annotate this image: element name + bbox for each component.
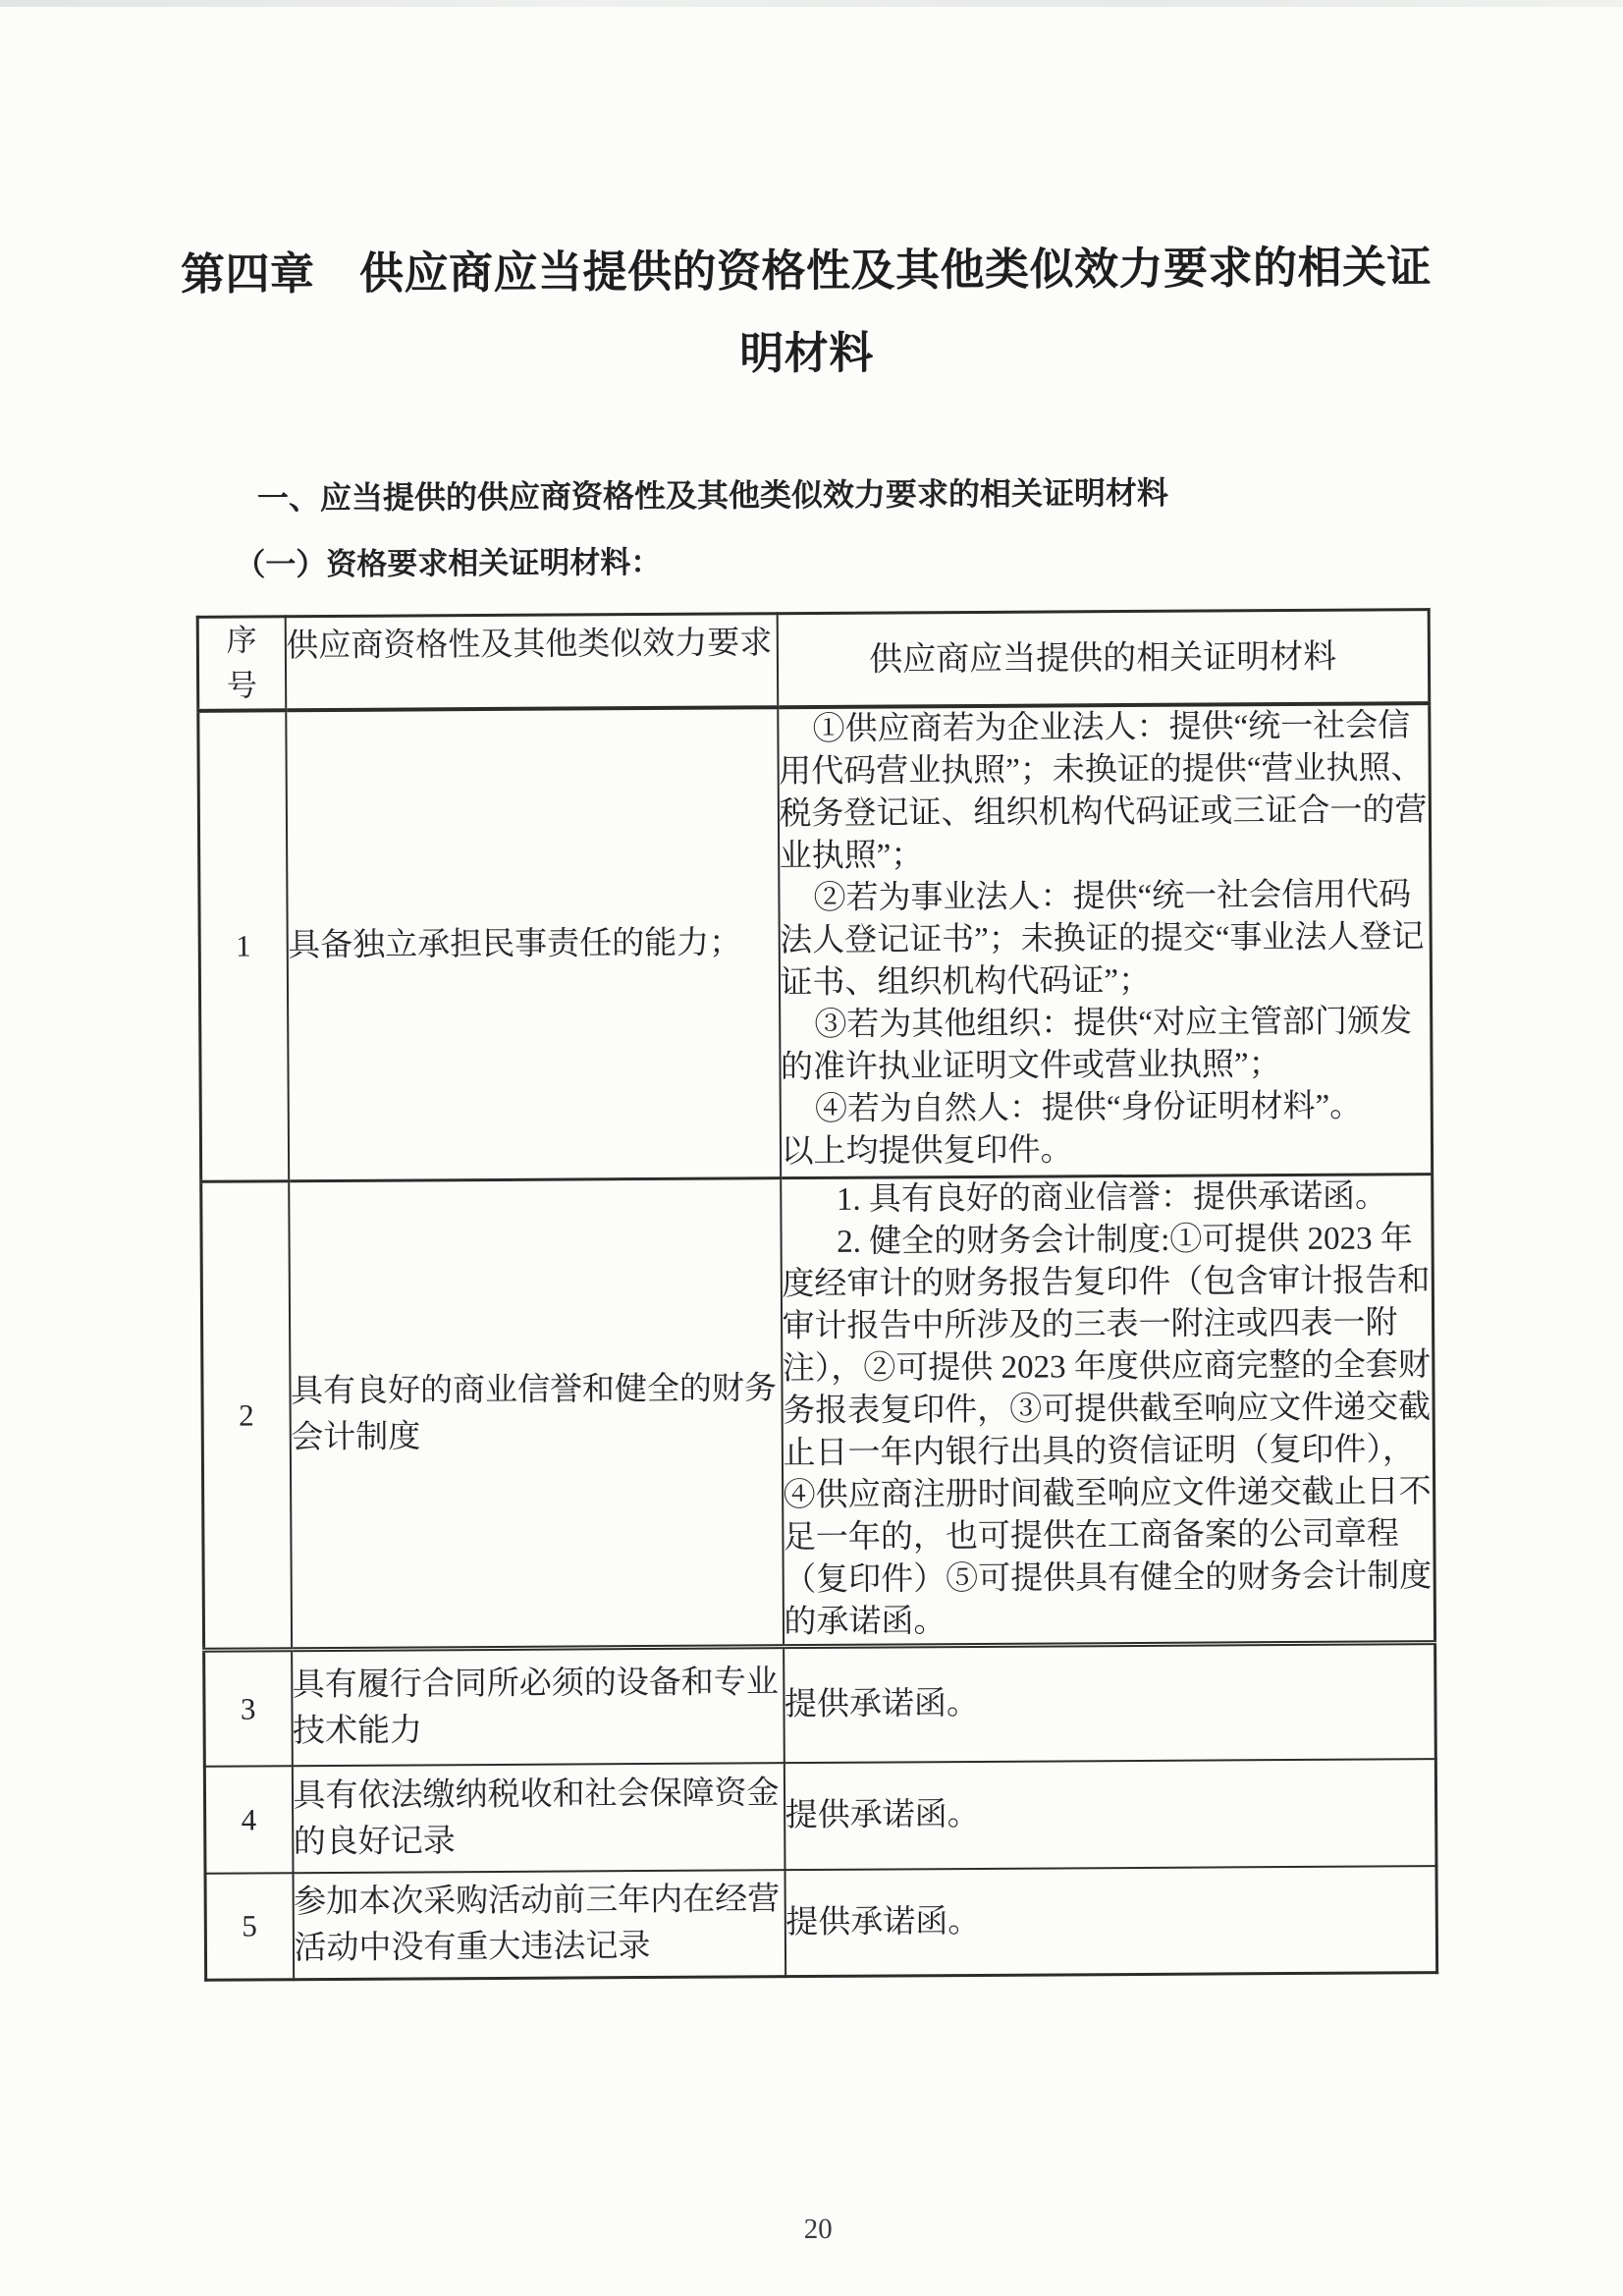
chapter-title-line1: 第四章 供应商应当提供的资格性及其他类似效力要求的相关证 bbox=[180, 242, 1433, 300]
proof-paragraph: 1. 具有良好的商业信誉：提供承诺函。 bbox=[836, 1178, 1388, 1218]
row-1-requirement: 具备独立承担民事责任的能力； bbox=[286, 707, 781, 1181]
row-1-no: 1 bbox=[198, 710, 289, 1181]
header-cell-requirement: 供应商资格性及其他类似效力要求 bbox=[285, 614, 778, 711]
table-row bbox=[198, 703, 1433, 1181]
row-2-requirement: 具有良好的商业信誉和健全的财务会计制度 bbox=[289, 1178, 784, 1650]
proof-paragraph: ①供应商若为企业法人：提供“统一社会信用代码营业执照”；未换证的提供“营业执照、税务登记证、组织机构代码证或三证合一的营业执照”； bbox=[779, 708, 1428, 875]
row-5-proof bbox=[784, 1866, 1437, 1977]
proof-paragraph: ④若为自然人：提供“身份证明材料”。 bbox=[814, 1088, 1363, 1127]
proof-paragraph: 提供承诺函。 bbox=[785, 1903, 981, 1941]
row-3-no: 3 bbox=[204, 1650, 293, 1767]
header-no-label: 序号 bbox=[226, 623, 257, 703]
row-3-requirement: 具有履行合同所必须的设备和专业技术能力 bbox=[292, 1647, 784, 1767]
row-4-no: 4 bbox=[204, 1766, 293, 1874]
proof-paragraph: 提供承诺函。 bbox=[784, 1685, 980, 1723]
row-5-requirement: 参加本次采购活动前三年内在经营活动中没有重大违法记录 bbox=[293, 1870, 785, 1980]
row-2-no: 2 bbox=[201, 1181, 292, 1651]
proof-paragraph: 2. 健全的财务会计制度:①可提供 2023 年度经审计的财务报告复印件（包含审计报告和审计报告中所涉及的三表一附注或四表一附注），②可提供 2023 年度供应商完整的全套财务报表复印件，③可提供截至响应文件递交截止日一年内银行出具的资信证明（复印件），④供应商注册时间截至响应文件递交截止日不足一年的，也可提供在工商备案的公司章程（复印件）⑤可提供具有健全的财务会计制度的承诺函。 bbox=[782, 1221, 1433, 1641]
qualification-table bbox=[196, 608, 1438, 1982]
chapter-title bbox=[0, 225, 1618, 400]
row-3-proof bbox=[784, 1643, 1436, 1764]
section-heading: 一、应当提供的供应商资格性及其他类似效力要求的相关证明材料 bbox=[256, 474, 1169, 517]
proof-paragraph: 提供承诺函。 bbox=[784, 1796, 980, 1834]
proof-paragraph: 以上均提供复印件。 bbox=[781, 1132, 1073, 1171]
row-4-proof bbox=[784, 1759, 1436, 1870]
table-header-row bbox=[197, 610, 1430, 711]
row-4-requirement: 具有依法缴纳税收和社会保障资金的良好记录 bbox=[292, 1763, 784, 1873]
subsection-heading: （一）资格要求相关证明材料： bbox=[235, 544, 662, 582]
header-cell-no bbox=[197, 617, 286, 711]
row-1-proof bbox=[778, 703, 1433, 1178]
proof-paragraph: ③若为其他组织：提供“对应主管部门颁发的准许执业证明文件或营业执照”； bbox=[780, 1004, 1413, 1086]
table-row bbox=[204, 1643, 1436, 1767]
chapter-title-line2: 明材料 bbox=[739, 327, 874, 379]
header-cell-proof: 供应商应当提供的相关证明材料 bbox=[777, 610, 1430, 708]
table-row bbox=[201, 1175, 1435, 1651]
row-2-proof bbox=[781, 1175, 1435, 1647]
proof-paragraph: ②若为事业法人：提供“统一社会信用代码法人登记证书”；未换证的提交“事业法人登记证书、组织机构代码证”； bbox=[780, 877, 1425, 1002]
table-row bbox=[205, 1866, 1437, 1980]
page-number: 20 bbox=[803, 2213, 833, 2246]
row-5-no: 5 bbox=[205, 1873, 294, 1980]
table-row bbox=[204, 1759, 1436, 1874]
